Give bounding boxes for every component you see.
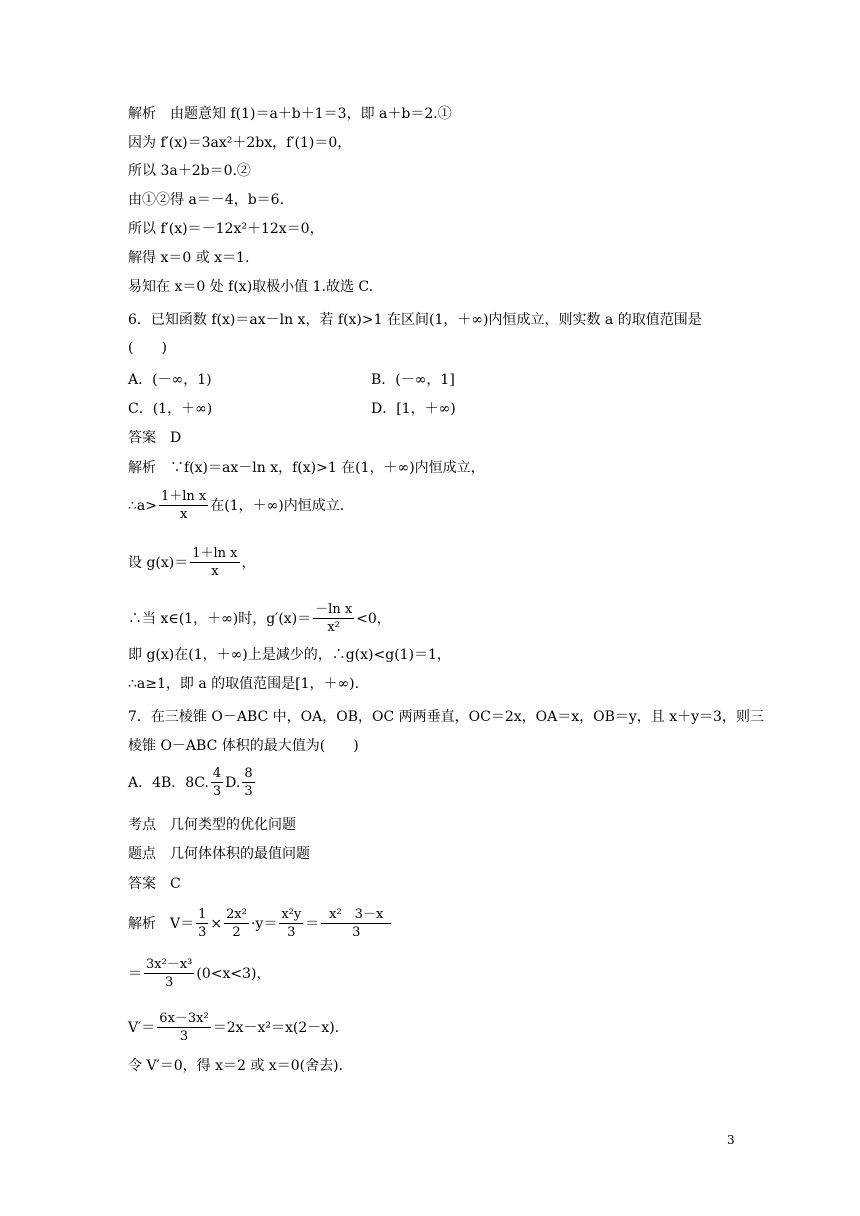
solution-7-line-2 [128,958,270,990]
solution-7-line-2-suffix: (0<x<3)， [196,966,271,982]
fraction-denominator: 3 [165,975,174,990]
solution-7-line-1 [128,908,393,940]
fraction-numerator: 6x－3x² [159,1011,209,1026]
fraction [242,767,254,799]
fraction-denominator: x [179,507,188,522]
dot-y-equals: ·y＝ [250,916,278,932]
fraction [157,1012,210,1044]
fraction [144,958,194,990]
fraction-numerator: 8 [244,766,253,781]
solution-6-line-6: ∴a≥1，即 a 的取值范围是[1，＋∞). [128,676,360,692]
fraction-denominator: 3 [352,925,361,940]
fraction [190,547,239,579]
question-7-stem-line-1: 7．在三棱锥 O－ABC 中，OA，OB，OC 两两垂直，OC＝2x，OA＝x，OB＝y，且 x＋y＝3，则三 [128,709,764,725]
question-7-stem-line-2: 棱锥 O－ABC 体积的最大值为( ) [128,738,359,754]
solution-6-line-3-suffix: ， [241,555,256,571]
solution-5-line-1: 解析 由题意知 f(1)＝a＋b＋1＝3，即 a＋b＝2.① [128,106,452,122]
knowledge-point: 考点 几何类型的优化问题 [128,817,296,833]
solution-6-line-3-prefix: 设 g(x)＝ [128,555,189,571]
fraction [211,767,223,799]
fraction-numerator: 1＋ln x [192,546,238,561]
fraction-numerator: －ln x [315,602,353,617]
fraction-numerator: x²y [281,907,302,922]
solution-5-line-4: 由①②得 a＝－4，b＝6. [128,192,285,208]
solution-5-line-7: 易知在 x＝0 处 f(x)取极小值 1.故选 C. [128,279,374,295]
page-number: 3 [727,1133,735,1147]
fraction-denominator: x² [327,620,340,635]
solution-6-line-1: 解析 ∵f(x)＝ax－ln x，f(x)>1 在(1，＋∞)内恒成立， [128,460,485,476]
solution-6-line-3 [128,547,256,579]
solution-6-line-5: 即 g(x)在(1，＋∞)上是减少的，∴g(x)<g(1)＝1， [128,647,451,663]
fraction-numerator: 1＋ln x [160,489,207,504]
fraction [159,490,208,522]
solution-6-line-4-prefix: ∴当 x∈(1，＋∞)时，g′(x)＝ [128,611,312,627]
question-7-options [128,767,257,799]
solution-6-line-2-prefix: ∴a> [128,498,157,514]
answer-6: 答案 D [128,430,182,446]
fraction-numerator: x² 3－x [321,908,391,924]
solution-6-line-4 [128,603,391,635]
fraction [313,603,354,635]
question-6-option-c: C．(1，＋∞) [128,401,213,417]
question-6-option-b: B．(－∞，1] [371,372,455,388]
question-point: 题点 几何体体积的最值问题 [128,846,310,862]
solution-7-line-4: 令 V′＝0，得 x＝2 或 x＝0(舍去). [128,1058,343,1074]
solution-6-line-2 [128,490,344,522]
question-7-option-d-label: D. [225,775,241,791]
solution-5-line-6: 解得 x＝0 或 x＝1. [128,250,250,266]
fraction-denominator: 3 [179,1029,189,1044]
fraction [224,908,249,940]
solution-6-line-2-suffix: 在(1，＋∞)内恒成立. [210,498,345,514]
question-6-option-d: D．[1，＋∞) [371,401,456,417]
fraction-denominator: 3 [244,784,253,799]
question-6-option-a: A．(－∞，1) [128,372,212,388]
fraction-denominator: 3 [198,925,207,940]
question-7-options-ab: A．4B．8C. [128,775,209,791]
solution-6-line-4-suffix: <0， [356,611,391,627]
fraction-denominator: 3 [212,784,222,799]
solution-5-line-2: 因为 f′(x)＝3ax²＋2bx，f′(1)＝0， [128,135,352,151]
fraction-numerator: 3x²－x³ [146,957,193,972]
question-6-stem: 6．已知函数 f(x)＝ax－ln x，若 f(x)>1 在区间(1，＋∞)内恒成立，则实数 a 的取值范围是 [128,312,702,328]
fraction-numerator: 4 [212,766,222,781]
times-sign: × [210,916,223,932]
fraction [196,908,208,940]
solution-7-line-3 [128,1012,339,1044]
solution-5-line-5: 所以 f′(x)＝－12x²＋12x＝0， [128,221,324,237]
solution-7-line-2-prefix: ＝ [128,966,142,982]
fraction-numerator: 2x² [226,907,247,922]
solution-7-line-1-prefix: 解析 V＝ [128,916,195,932]
fraction-denominator: x [211,564,219,579]
solution-5-line-3: 所以 3a＋2b＝0.② [128,163,251,179]
fraction-denominator: 2 [232,925,241,940]
fraction [321,908,391,940]
question-6-bracket: ( ) [128,340,167,356]
solution-7-line-3-suffix: ＝2x－x²＝x(2－x). [212,1020,340,1036]
answer-7: 答案 C [128,876,181,892]
equals-sign: ＝ [305,916,320,932]
fraction-numerator: 1 [198,907,207,922]
fraction-denominator: 3 [287,925,296,940]
solution-7-line-3-prefix: V′＝ [128,1020,156,1036]
fraction [279,908,303,940]
